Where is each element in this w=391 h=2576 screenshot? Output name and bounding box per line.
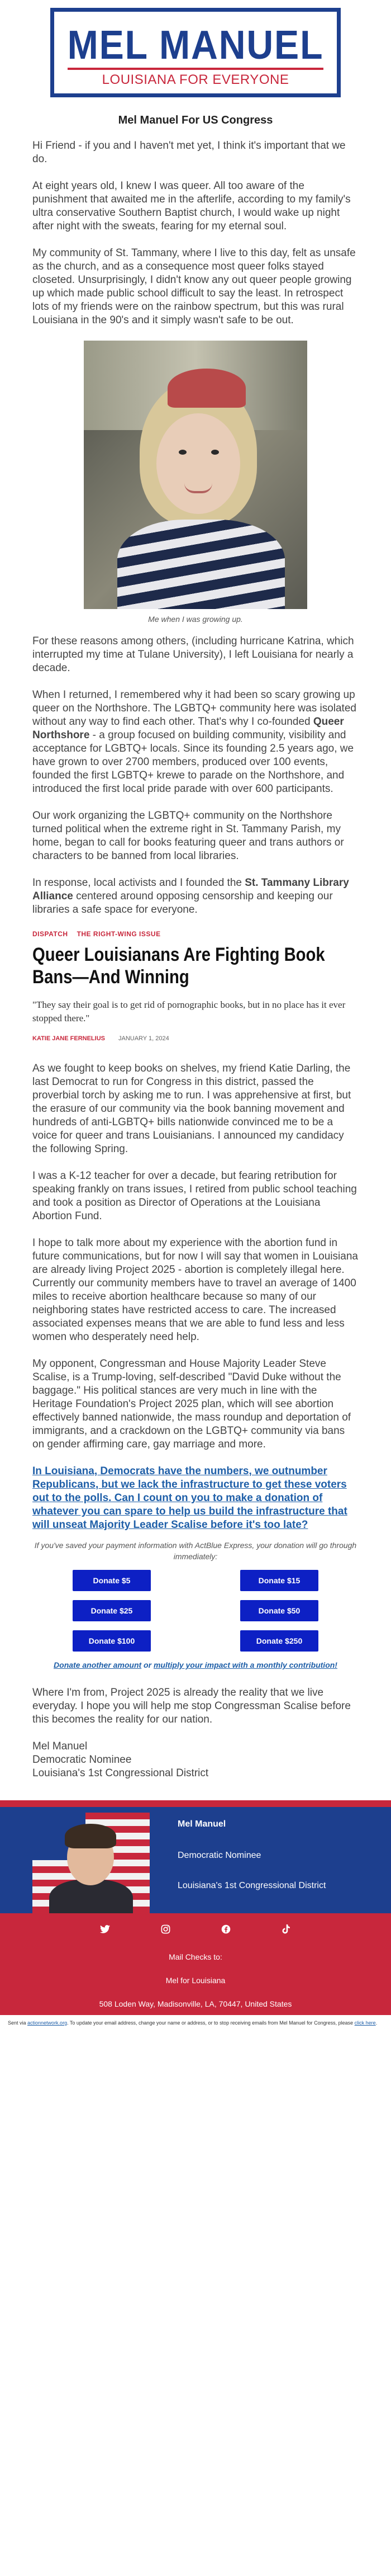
mailing-address [0,1951,391,2009]
paragraph-community: My community of St. Tammany, where I live to this day, felt as unsafe as the church, and as a consequence most queer folks stayed closeted. Unsurprisingly, I didn't know any out queer people growing up which made public school difficult to say the least. In retrospect lots of my friends were on the rainbow spectrum, but this was rural Louisiana in the 90's and it simply wasn't safe to be out. [32,247,356,326]
signoff [32,1740,359,1780]
paragraph-greeting: Hi Friend - if you and I haven't met yet, I think it's important that we do. [32,140,346,165]
paragraph-queer-northshore: When I returned, I remembered why it had been so scary growing up queer on the Northshore. The LGBTQ+ community here was isolated without any way to find each other. That's why I co-founded Queer Northshore - a group focused on building community, visibility and acceptance for LGBTQ+ locals. Since its founding 2.5 years ago, we have grown to over 2700 members, produced over 100 events, founded the first LGBTQ+ krewe to parade on the Northshore, and introduced the first local pride parade with over 600 participants. [32,689,356,795]
tiktok-icon[interactable] [280,1923,292,1935]
article-quote: "They say their goal is to get rid of pornographic books, but in no place has it ever stopped there." [32,999,346,1023]
facebook-icon[interactable] [220,1923,231,1935]
email-footer [0,1800,391,2032]
candidate-photo [32,1813,150,1913]
article-preview[interactable] [32,930,359,1042]
photo-caption: Me when I was growing up. [148,615,243,624]
donate-more-options: Donate another amount or multiply your impact with a monthly contribution! [54,1660,337,1669]
page-title: Mel Manuel For US Congress [118,114,273,126]
donate-button-grid [39,1570,352,1652]
childhood-photo [84,341,307,609]
paragraph-abortion-fund: I hope to talk more about my experience with the abortion fund in future communications, but for now I will say that women in Louisiana are already living Project 2025 - abortion is completely illegal here. Currently our community members have to travel an average of 1400 miles to receive abortion healthcare because so many of our neighboring states have restricted access to care. The increased associated expenses means that we are able to fund less and less women who desperately need help. [32,1237,358,1343]
article-title[interactable]: Queer Louisianans Are Fighting Book Bans—And Winning [32,944,325,988]
email-body [0,8,391,2032]
action-network-link[interactable]: actionnetwork.org [27,2020,68,2026]
paragraph-childhood: At eight years old, I knew I was queer. All too aware of the punishment that awaited me in the afterlife, according to my family's ultra conservative Southern Baptist church, I would wake up night after night with the sweats, fearing for my eternal soul. [32,180,351,232]
signoff-district: Louisiana's 1st Congressional District [32,1767,209,1779]
paragraph-opponent: My opponent, Congressman and House Majority Leader Steve Scalise, is a Trump-loving, self-described "David Duke without the baggage." His political stances are very much in line with the Heritage Foundation's Project 2025 plan, which will see abortion effectively banned nationwide, the mass roundup and deportation of immigrants, and a crackdown on the LGBTQ+ community via bans on gender affirming care, gay marriage and more. [32,1358,351,1450]
footer-name: Mel Manuel [178,1819,226,1829]
paragraph-library-alliance: In response, local activists and I founded the St. Tammany Library Alliance centered around opposing censorship and keeping our libraries a safe space for everyone. [32,877,349,916]
logo-divider [68,68,323,70]
donate-25-button[interactable]: Donate $25 [73,1600,151,1621]
campaign-logo [50,8,341,97]
paragraph-teacher: I was a K-12 teacher for over a decade, but fearing retribution for speaking frankly on trans issues, I retired from public school teaching and took a position as Director of Operations at the Louisiana Abortion Fund. [32,1170,357,1222]
paragraph-candidacy: As we fought to keep books on shelves, my friend Katie Darling, the last Democrat to run for Congress in this district, passed the proverbial torch by asking me to run. I was apprehensive at first, but the erasure of our community via the book banning movement and hundreds of anti-LGBTQ+ bills nationwide convinced me to be a voice for queer and trans Louisianians. I announced my candidacy the following Spring. [32,1063,351,1155]
queer-northshore-name: Queer Northshore [32,716,344,741]
logo-name: MEL MANUEL [67,23,324,68]
donate-other-amount-link[interactable]: Donate another amount [54,1660,142,1669]
paragraph-book-bans: Our work organizing the LGBTQ+ community on the Northshore turned political when the extreme right in St. Tammany Parish, my home, began to call for books featuring queer and trans authors or characters to be banned from local libraries. [32,810,344,862]
instagram-icon[interactable] [160,1923,171,1935]
paragraph-closing: Where I'm from, Project 2025 is already the reality that we live everyday. I hope you will help me stop Congressman Scalise before this becomes the reality for our nation. [32,1687,351,1725]
donate-appeal-link[interactable]: In Louisiana, Democrats have the numbers, we outnumber Republicans, but we lack the infrastructure to get these voters out to the polls. Can I count on you to make a donation of whatever you can spare to help us build the infrastructure that will unseat Majority Leader Scalise before it's too late? [32,1465,347,1531]
donate-15-button[interactable]: Donate $15 [240,1570,318,1591]
donate-5-button[interactable]: Donate $5 [73,1570,151,1591]
social-links [0,1923,391,1935]
footer-title: Democratic Nominee [178,1851,261,1860]
social-band [0,1913,391,2015]
twitter-icon[interactable] [99,1923,111,1935]
signature-band [0,1800,391,1913]
article-kicker: DISPATCH THE RIGHT-WING ISSUE [32,930,161,938]
donate-250-button[interactable]: Donate $250 [240,1630,318,1652]
monthly-contribution-link[interactable]: multiply your impact with a monthly contribution! [153,1660,337,1669]
mail-address: 508 Loden Way, Madisonville, LA, 70447, United States [99,1999,292,2008]
signoff-title: Democratic Nominee [32,1754,132,1766]
logo-tagline: LOUISIANA FOR EVERYONE [102,72,289,87]
donate-100-button[interactable]: Donate $100 [73,1630,151,1652]
actblue-note: If you've saved your payment information with ActBlue Express, your donation will go through immediately: [34,1541,357,1561]
signoff-name: Mel Manuel [32,1740,88,1752]
unsubscribe-link[interactable]: click here [354,2020,376,2026]
mail-heading: Mail Checks to: [169,1952,222,1961]
paragraph-left-louisiana: For these reasons among others, (including hurricane Katrina, which interrupted my time at Tulane University), I left Louisiana for nearly a decade. [32,635,354,674]
donate-50-button[interactable]: Donate $50 [240,1600,318,1621]
unsubscribe-disclaimer: Sent via actionnetwork.org. To update your email address, change your name or address, or to stop receiving emails from Mel Manuel for Congress, please click here. [0,2015,391,2032]
article-byline: KATIE JANE FERNELIUS JANUARY 1, 2024 [32,1035,169,1042]
footer-district: Louisiana's 1st Congressional District [178,1881,326,1890]
mail-org: Mel for Louisiana [165,1976,226,1985]
library-alliance-name: St. Tammany Library Alliance [32,877,349,902]
